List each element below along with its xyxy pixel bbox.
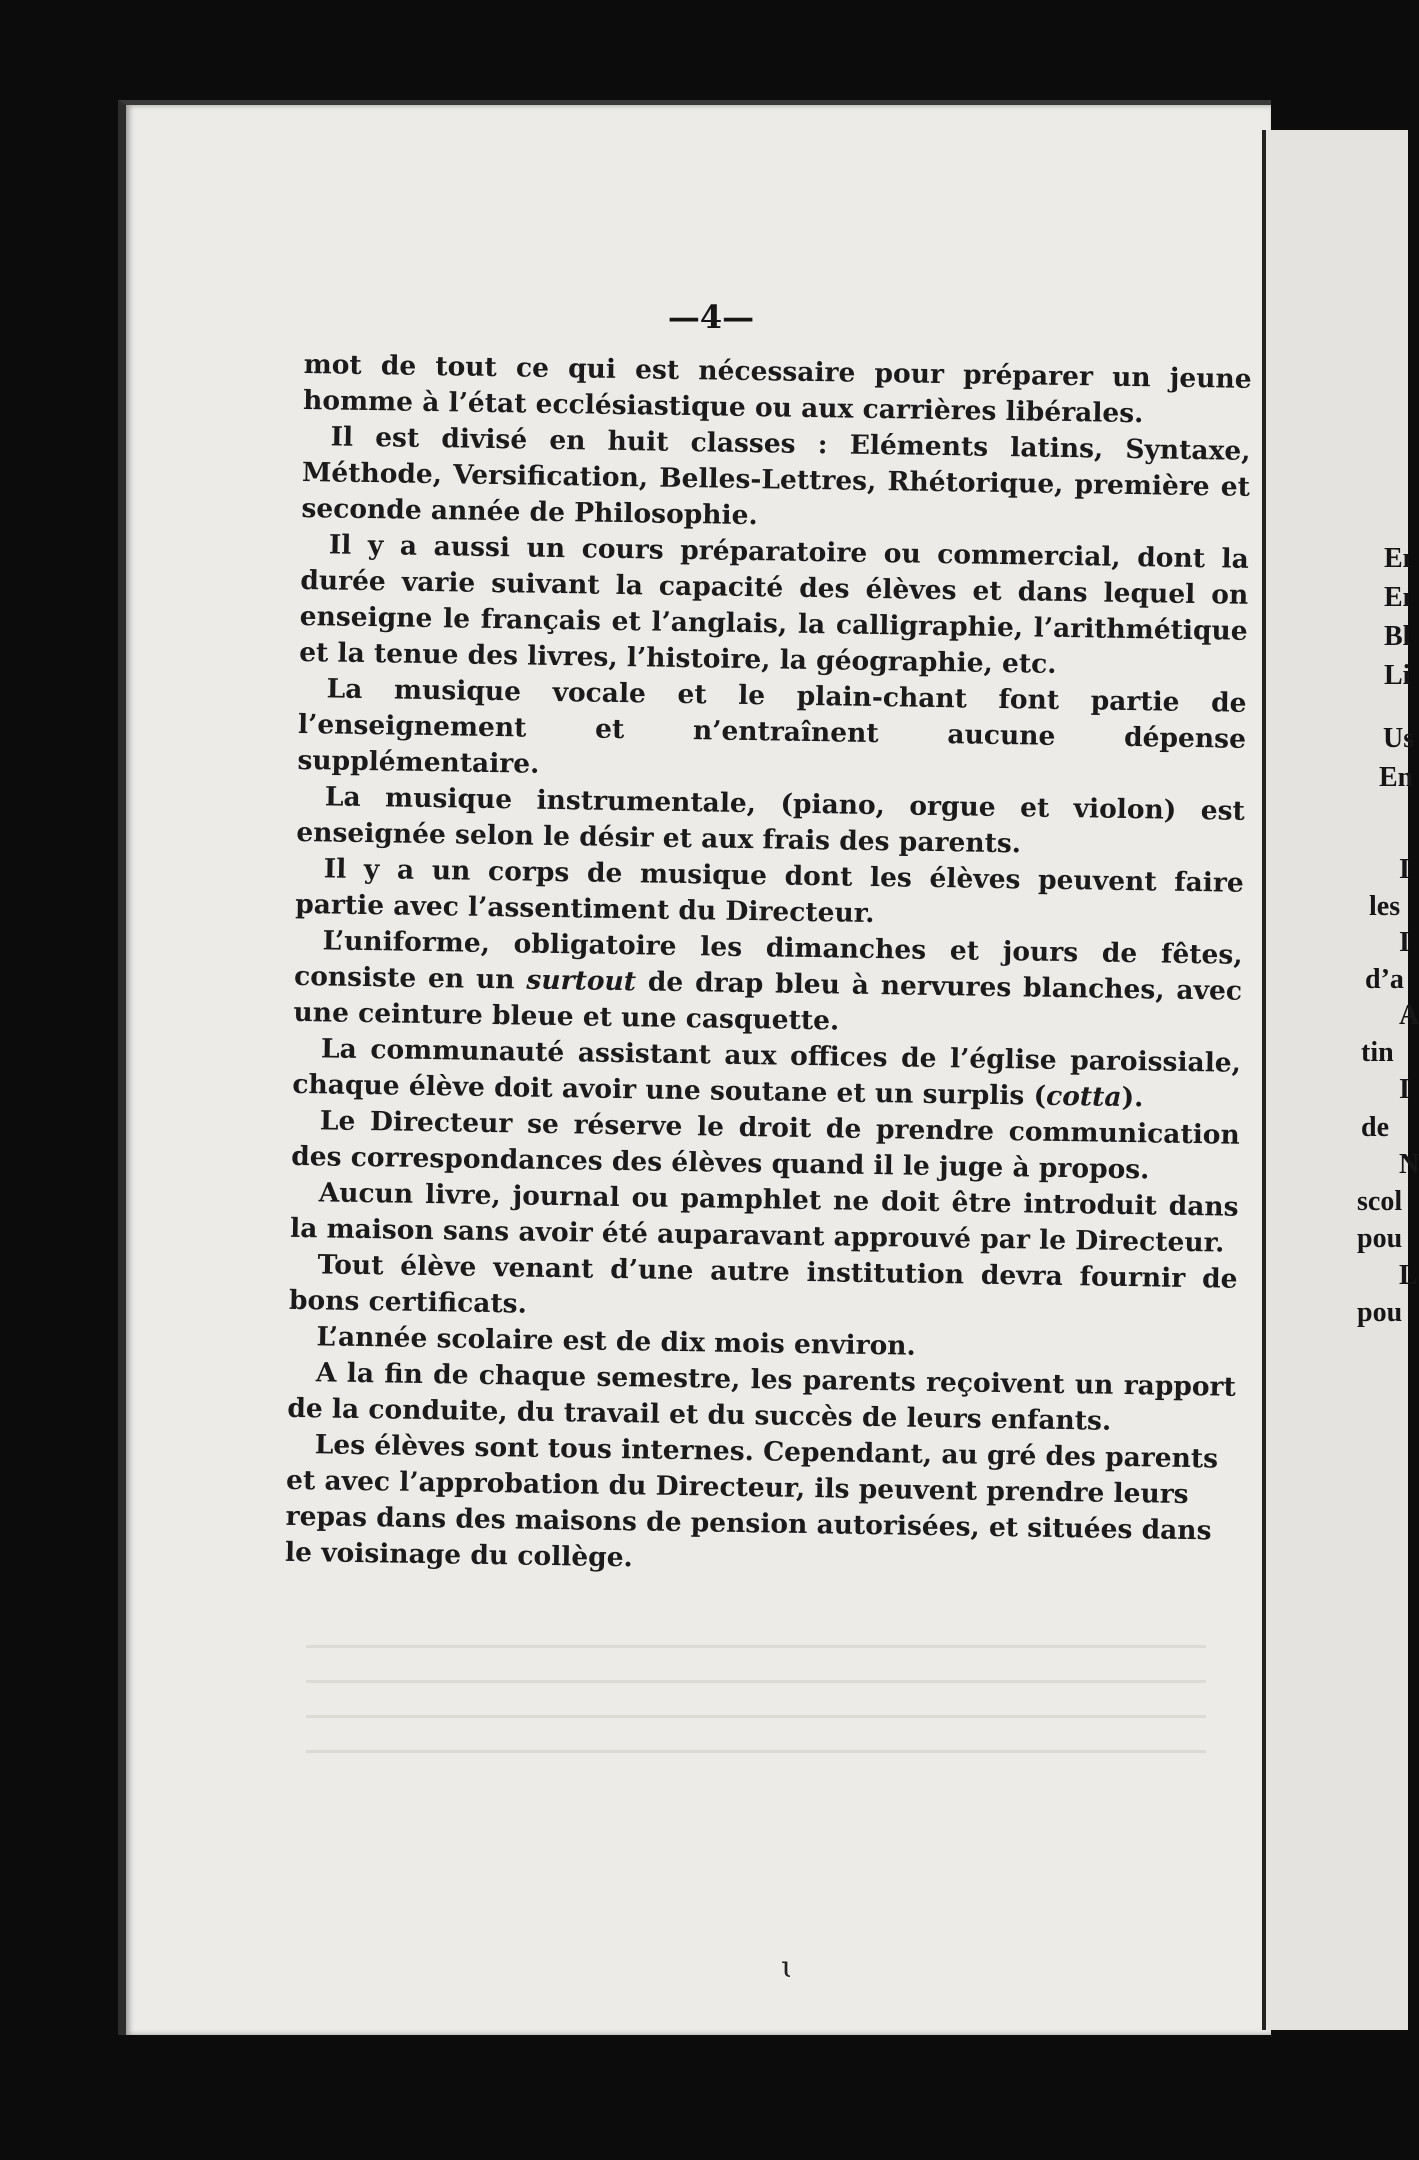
uniform-italic-term: surtout	[526, 964, 637, 998]
paragraph-preparatory-course: Il y a aussi un cours préparatoire ou commercial, dont la durée varie suivant la capacité des élèves et dans lequel on enseigne le français et l’anglais, la calligraphie, l’arithmétique et la tenue des livres, l’histoire, la géographie, etc.	[298, 529, 1250, 680]
page-number: —4—	[667, 298, 755, 336]
paragraph-intro-continued: mot de tout ce qui est nécessaire pour préparer un jeune homme à l’état ecclésiastique ou aux carrières libérales.	[302, 348, 1252, 430]
offices-italic-term: cotta	[1045, 1080, 1122, 1113]
document-page	[118, 100, 1271, 2035]
adjacent-page-fragment: Bl	[1384, 621, 1411, 652]
adjacent-page-fragment: de	[1361, 1112, 1389, 1143]
adjacent-page-fragment: tin	[1361, 1037, 1394, 1068]
bleed-through-line	[306, 1645, 1206, 1648]
adjacent-page-fragment: les	[1369, 891, 1401, 922]
paragraph-boarders: Les élèves sont tous internes. Cependant, au gré des parents et avec l’approbation du Directeur, ils peuvent prendre leurs repas dans des maisons de pension autorisées, et situées dans le voisinage du collège.	[284, 1429, 1219, 1574]
adjacent-page-fragment: Us	[1383, 723, 1415, 754]
bleed-through-line	[306, 1680, 1206, 1683]
adjacent-page-fragment: A	[1399, 1000, 1419, 1031]
paragraph-classes: Il est divisé en huit classes : Eléments latins, Syntaxe, Méthode, Versification, Belles-Lettres, Rhétorique, première et seconde année de Philosophie.	[301, 421, 1251, 532]
paragraph-report: A la fin de chaque semestre, les parents reçoivent un rapport de la conduite, du travail et du succès de leurs enfants.	[287, 1357, 1237, 1437]
bleed-through-line	[306, 1715, 1206, 1718]
adjacent-page-fragment: I	[1399, 854, 1410, 885]
paragraph-school-year: L’année scolaire est de dix mois environ.	[316, 1321, 916, 1362]
paragraph-music-corps: Il y a un corps de musique dont les élèves peuvent faire partie avec l’assentiment du Directeur.	[294, 853, 1244, 930]
adjacent-page-fragment: pou	[1357, 1297, 1403, 1328]
uniform-text-after: de drap bleu à nervures blanches, avec une ceinture bleue et une casquette.	[293, 966, 1243, 1037]
adjacent-page-edge	[1266, 130, 1419, 2030]
paragraph-vocal-music: La musique vocale et le plain-chant font partie de l’enseignement et n’entraînent aucune dépense supplémentaire.	[297, 673, 1247, 780]
adjacent-page-fragment: Li	[1384, 660, 1411, 691]
adjacent-page-fragment: Eı	[1384, 543, 1411, 574]
adjacent-page-fragment: Eı	[1384, 582, 1411, 613]
adjacent-page-fragment: I	[1399, 927, 1410, 958]
paragraph-correspondence: Le Directeur se réserve le droit de prendre communication des correspondances des élèves quand il le juge à propos.	[291, 1105, 1240, 1186]
adjacent-page-fragment: I	[1399, 1074, 1410, 1105]
bleed-through-line	[306, 1750, 1206, 1753]
adjacent-page-fragment: En	[1379, 762, 1414, 793]
uniform-text-before: L’uniforme, obligatoire les dimanches et jours de fêtes, consiste en un	[293, 925, 1243, 996]
adjacent-page-fragment: L	[1399, 1260, 1418, 1291]
paragraph-uniform	[293, 923, 1243, 1046]
body-text	[285, 347, 1252, 1586]
offices-text-before: La communauté assistant aux offices de l’église paroissiale, chaque élève doit avoir une soutane et un surplis (	[292, 1033, 1242, 1112]
offices-text-after: ).	[1121, 1081, 1144, 1114]
adjacent-page-fragment: d’a	[1365, 964, 1404, 995]
adjacent-page-fragment: scol	[1357, 1186, 1403, 1217]
adjacent-page-fragment: N	[1399, 1149, 1419, 1180]
paragraph-certificates: Tout élève venant d’une autre institution devra fournir de bons certificats.	[288, 1249, 1238, 1320]
paragraph-books: Aucun livre, journal ou pamphlet ne doit être introduit dans la maison sans avoir été auparavant approuvé par le Directeur.	[289, 1177, 1239, 1259]
margin-mark: ɩ	[781, 1950, 793, 1985]
adjacent-page-fragment: pou	[1357, 1223, 1403, 1254]
paragraph-instrumental-music: La musique instrumentale, (piano, orgue et violon) est enseignée selon le désir et aux frais des parents.	[296, 781, 1246, 860]
